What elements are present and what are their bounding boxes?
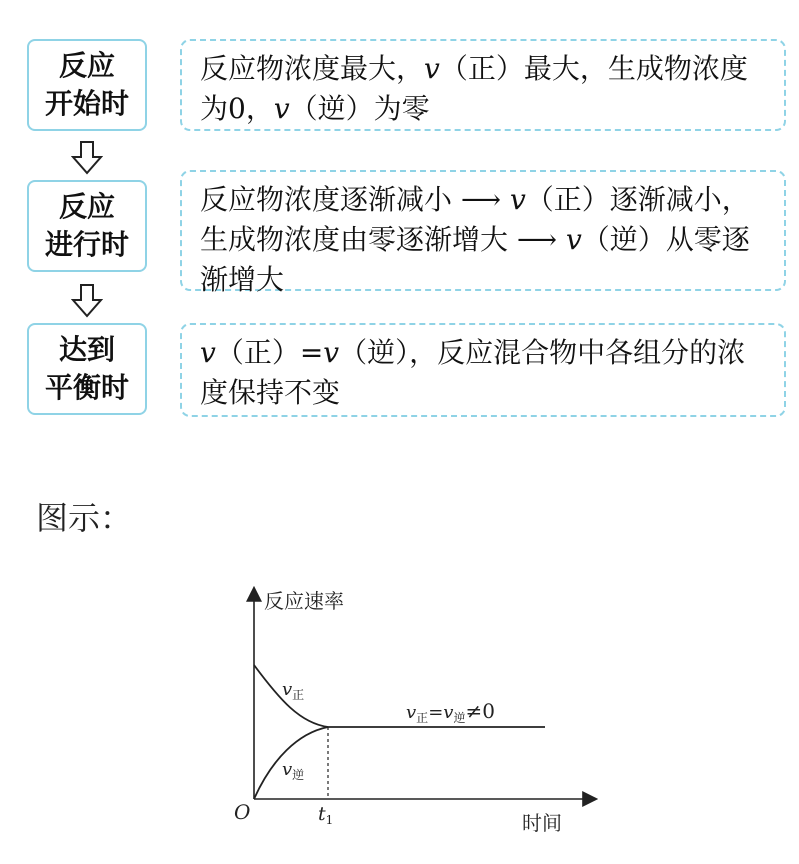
stage-description-start: 反应物浓度最大，v（正）最大，生成物浓度为0，v（逆）为零: [180, 39, 786, 131]
stage-label-line: 进行时: [44, 228, 129, 261]
stage-label-line: 平衡时: [44, 371, 129, 404]
stage-label-line: 反应: [58, 190, 115, 223]
stage-label-line: 达到: [58, 333, 115, 366]
stage-label-equilibrium: [27, 323, 147, 415]
down-arrow-icon: [71, 141, 103, 175]
y-axis-label: 反应速率: [264, 589, 344, 613]
t1-tick-label: $t_1$: [318, 803, 334, 827]
x-axis-label: 时间: [522, 811, 562, 835]
forward-rate-label: $v_正$: [282, 679, 305, 702]
stage-label-line: 开始时: [44, 87, 129, 120]
stage-description-progress: 反应物浓度逐渐减小 ⟶ v（正）逐渐减小，生成物浓度由零逐渐增大 ⟶ v（逆）从零逐渐增大: [180, 170, 786, 291]
down-arrow-icon: [71, 284, 103, 318]
stage-label-progress: [27, 180, 147, 272]
reverse-rate-label: $v_逆$: [282, 759, 305, 782]
figure-caption: 图示：: [36, 499, 133, 537]
origin-label: O: [234, 800, 251, 824]
rate-time-chart: [210, 575, 610, 840]
stage-label-line: 反应: [58, 49, 115, 82]
equilibrium-label: $v_正=v_逆\ne 0$: [406, 699, 495, 725]
stage-description-equilibrium: v（正）=v（逆），反应混合物中各组分的浓度保持不变: [180, 323, 786, 417]
stage-label-start: [27, 39, 147, 131]
